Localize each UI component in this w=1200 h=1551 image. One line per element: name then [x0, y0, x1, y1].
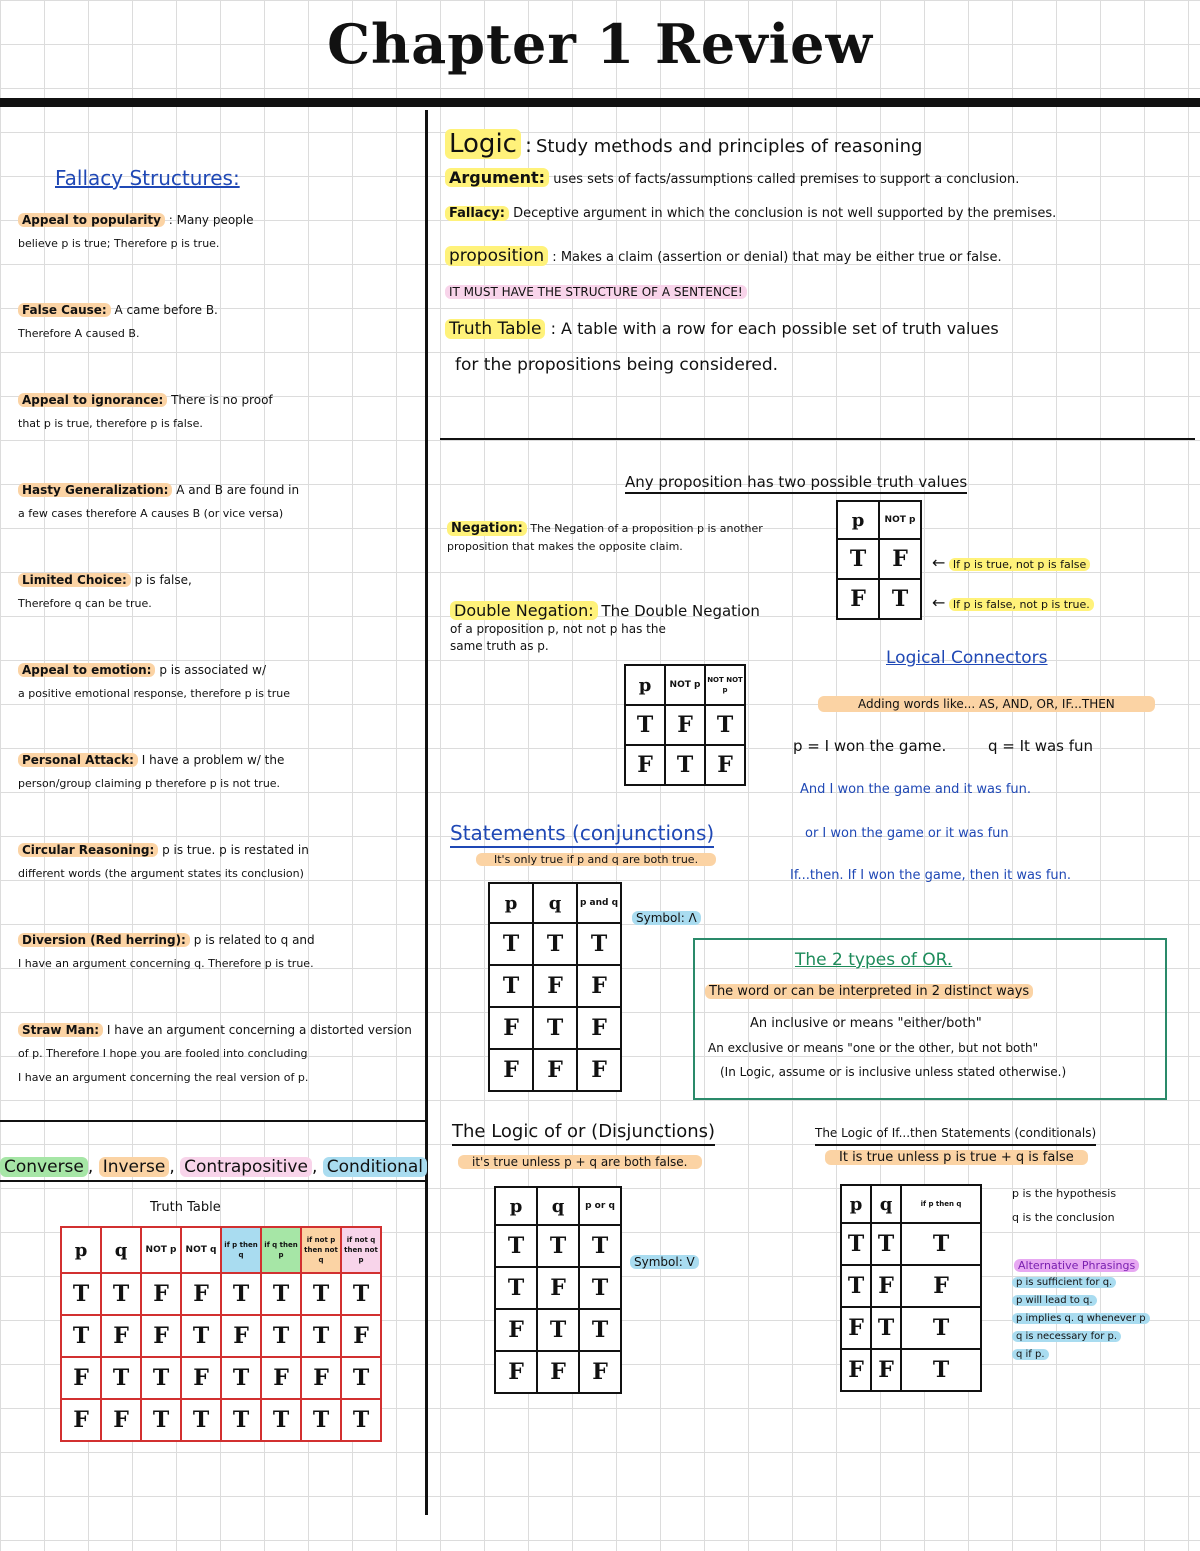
title-underline — [0, 98, 1200, 107]
def-text: Deceptive argument in which the conclusion is not well supported by the premises. — [513, 206, 1057, 221]
conjunction-symbol — [632, 908, 701, 928]
or-example: or I won the game or it was fun — [805, 826, 1009, 841]
truth-values-heading: Any proposition has two possible truth values — [625, 472, 967, 494]
table-cell: T — [495, 1225, 537, 1267]
fallacy-item — [18, 390, 423, 476]
table-header-cell: if p then q — [221, 1227, 261, 1273]
table-row — [61, 1399, 381, 1441]
table-header-row — [495, 1187, 621, 1225]
def-term: proposition — [445, 246, 548, 266]
def-text: Study methods and principles of reasoning — [536, 136, 923, 157]
fallacy-text: that p is true, therefore p is false. — [18, 417, 203, 430]
table-row — [489, 1007, 621, 1049]
table-header-cell: q — [537, 1187, 579, 1225]
table-cell: T — [221, 1273, 261, 1315]
def-sep: : — [550, 319, 556, 338]
fallacy-text: p is false, — [134, 573, 192, 587]
alt-phrasings-heading — [1014, 1256, 1139, 1276]
fallacy-name: Personal Attack: — [18, 753, 138, 767]
table-header-cell: if q then p — [261, 1227, 301, 1273]
negation-text: The Negation of a proposition p is another — [530, 522, 763, 535]
fallacy-text: a positive emotional response, therefore p is true — [18, 687, 290, 700]
table-cell: T — [579, 1309, 621, 1351]
table-cell: F — [341, 1315, 381, 1357]
two-types-or-line1 — [705, 982, 1033, 1002]
table-cell: F — [489, 1007, 533, 1049]
table-cell: T — [101, 1357, 141, 1399]
table-cell: F — [261, 1357, 301, 1399]
disjunction-symbol — [630, 1252, 699, 1272]
table-cell: T — [221, 1357, 261, 1399]
table-row — [61, 1357, 381, 1399]
table-cell: T — [533, 923, 577, 965]
pink-note: IT MUST HAVE THE STRUCTURE OF A SENTENCE! — [445, 285, 747, 299]
table-cell: T — [579, 1225, 621, 1267]
table-cell: T — [301, 1273, 341, 1315]
table-cell: T — [901, 1307, 981, 1349]
negation-def — [447, 520, 763, 556]
fallacy-name: Diversion (Red herring): — [18, 933, 190, 947]
subtitle-text: Adding words like... AS, AND, OR, IF...THEN — [818, 696, 1155, 712]
table-cell: F — [879, 539, 921, 579]
two-types-or-line4: (In Logic, assume or is inclusive unless stated otherwise.) — [720, 1065, 1067, 1079]
double-negation-table — [624, 664, 746, 786]
def-term: Argument: — [445, 168, 549, 187]
table-cell: F — [101, 1399, 141, 1441]
table-cell: T — [841, 1223, 871, 1265]
fallacy-text: : Many people — [168, 213, 254, 227]
def-text: Makes a claim (assertion or denial) that may be either true or false. — [560, 250, 1002, 265]
fallacy-text: Therefore A caused B. — [18, 327, 140, 340]
fallacy-line — [18, 840, 423, 860]
table-cell: T — [489, 923, 533, 965]
q-definition: q = It was fun — [988, 737, 1094, 755]
left-arrow-icon: ← — [932, 593, 946, 612]
fallacy-item — [18, 750, 423, 836]
def-term: Logic — [445, 129, 521, 159]
table-header-row — [625, 665, 745, 705]
note-text: If p is false, not p is true. — [949, 598, 1094, 611]
fallacy-item — [18, 570, 423, 656]
table-cell: T — [341, 1399, 381, 1441]
alt-phrasing: p will lead to q. — [1012, 1295, 1097, 1306]
table-cell: T — [341, 1273, 381, 1315]
def-logic — [445, 126, 1195, 162]
fallacy-name: Appeal to emotion: — [18, 663, 155, 677]
table-cell: T — [837, 539, 879, 579]
and-example: And I won the game and it was fun. — [800, 782, 1032, 797]
table-header-row — [841, 1185, 981, 1223]
table-header-cell: NOT q — [181, 1227, 221, 1273]
symbol-text: Symbol: V — [630, 1255, 699, 1269]
conjunction-note — [476, 850, 716, 870]
fallacy-text: I have an argument concerning the real version of p. — [18, 1071, 309, 1084]
table-cell: T — [901, 1223, 981, 1265]
right-top-divider — [440, 438, 1195, 440]
table-cell: F — [665, 705, 705, 745]
disjunction-heading: The Logic of or (Disjunctions) — [452, 1120, 715, 1146]
table-cell: T — [141, 1399, 181, 1441]
table-row — [495, 1225, 621, 1267]
table-cell: F — [61, 1399, 101, 1441]
table-cell: F — [489, 1049, 533, 1091]
fallacy-line — [18, 750, 423, 770]
table-cell: F — [221, 1315, 261, 1357]
definitions — [445, 126, 1195, 375]
fallacy-name: Straw Man: — [18, 1023, 103, 1037]
p-definition: p = I won the game. — [793, 737, 947, 755]
conjunction-table — [488, 882, 622, 1092]
table-header-cell: p — [841, 1185, 871, 1223]
table-header-cell: if not q then not p — [341, 1227, 381, 1273]
def-proposition — [445, 246, 1195, 268]
def-text: A table with a row for each possible set of truth values — [561, 319, 999, 338]
logical-connectors-subtitle — [818, 694, 1155, 714]
table-header-cell: p — [625, 665, 665, 705]
column-divider — [425, 110, 428, 1515]
table-header-row — [489, 883, 621, 923]
def-text: uses sets of facts/assumptions called premises to support a conclusion. — [553, 172, 1020, 187]
fallacy-line — [18, 930, 423, 950]
table-header-cell: p — [61, 1227, 101, 1273]
table-cell: F — [871, 1265, 901, 1307]
table-cell: F — [141, 1273, 181, 1315]
disjunction-note — [458, 1152, 702, 1172]
fallacy-name: Circular Reasoning: — [18, 843, 158, 857]
table-row — [841, 1307, 981, 1349]
cicc-truth-table — [60, 1226, 382, 1442]
table-header-cell: q — [533, 883, 577, 923]
fallacy-item — [18, 930, 423, 1016]
table-cell: T — [879, 579, 921, 619]
table-cell: T — [301, 1399, 341, 1441]
fallacy-heading: Fallacy Structures: — [55, 166, 240, 190]
fallacy-line — [18, 210, 423, 230]
table-cell: T — [261, 1315, 301, 1357]
table-row — [841, 1223, 981, 1265]
table-cell: F — [705, 745, 745, 785]
table-header-row — [837, 501, 921, 539]
table-header-cell: NOT NOT p — [705, 665, 745, 705]
table-cell: F — [495, 1309, 537, 1351]
table-cell: T — [261, 1399, 301, 1441]
def-term: Fallacy: — [445, 206, 509, 221]
fallacy-text: of p. Therefore I hope you are fooled into concluding — [18, 1047, 308, 1060]
fallacy-text: different words (the argument states its conclusion) — [18, 867, 304, 880]
alt-phrasing: q is necessary for p. — [1012, 1331, 1121, 1342]
table-cell: T — [341, 1357, 381, 1399]
table-cell: F — [181, 1357, 221, 1399]
table-cell: F — [871, 1349, 901, 1391]
table-cell: T — [489, 965, 533, 1007]
conditional-heading: The Logic of If...then Statements (conditionals) — [815, 1122, 1096, 1146]
table-row — [837, 579, 921, 619]
conditional-side-2: q is the conclusion — [1012, 1211, 1115, 1224]
fallacy-text: A and B are found in — [176, 483, 300, 497]
conditional-label: Conditional — [323, 1157, 427, 1177]
alt-phrasing: p implies q. q whenever p — [1012, 1313, 1150, 1324]
conjunction-heading: Statements (conjunctions) — [450, 820, 714, 848]
alt-phrasing: q if p. — [1012, 1349, 1049, 1360]
fallacy-name: Appeal to popularity — [18, 213, 165, 227]
inverse-label: Inverse — [99, 1157, 170, 1177]
def-sep: : — [525, 133, 532, 157]
table-cell: F — [625, 745, 665, 785]
def-argument — [445, 168, 1195, 190]
table-cell: F — [579, 1351, 621, 1393]
fallacy-line — [18, 570, 423, 590]
table-cell: F — [301, 1357, 341, 1399]
fallacy-text: I have an argument concerning q. Therefore p is true. — [18, 957, 314, 970]
table-cell: T — [141, 1357, 181, 1399]
fallacy-text: There is no proof — [171, 393, 273, 407]
note-text: It is true unless p is true + q is false — [825, 1150, 1088, 1165]
fallacy-line — [18, 480, 423, 500]
table-cell: T — [841, 1265, 871, 1307]
table-cell: F — [141, 1315, 181, 1357]
table-header-cell: if p then q — [901, 1185, 981, 1223]
fallacy-text: p is related to q and — [193, 933, 315, 947]
table-cell: T — [665, 745, 705, 785]
table-row — [489, 965, 621, 1007]
table-cell: F — [495, 1351, 537, 1393]
table-cell: F — [837, 579, 879, 619]
fallacy-item — [18, 480, 423, 566]
table-cell: T — [301, 1315, 341, 1357]
table-cell: F — [61, 1357, 101, 1399]
table-row — [841, 1265, 981, 1307]
table-cell: F — [577, 1049, 621, 1091]
table-cell: F — [181, 1273, 221, 1315]
table-cell: T — [537, 1309, 579, 1351]
def-term: Truth Table — [445, 319, 545, 339]
table-cell: F — [841, 1349, 871, 1391]
def-fallacy — [445, 204, 1195, 224]
table-row — [489, 923, 621, 965]
fallacy-item — [18, 1020, 423, 1148]
fallacy-line — [18, 300, 423, 320]
alt-phrasing: p is sufficient for q. — [1012, 1277, 1116, 1288]
def-sep: : — [552, 250, 557, 265]
converse-label: Converse — [0, 1157, 88, 1177]
table-cell: F — [537, 1267, 579, 1309]
fallacy-line — [18, 1020, 423, 1040]
table-header-cell: NOT p — [665, 665, 705, 705]
table-cell: F — [101, 1315, 141, 1357]
def-truth-table — [445, 319, 1195, 339]
table-row — [495, 1267, 621, 1309]
fallacy-text: Therefore q can be true. — [18, 597, 152, 610]
table-cell: F — [577, 965, 621, 1007]
fallacy-text: I have an argument concerning a distorted version — [106, 1023, 412, 1037]
table-cell: T — [705, 705, 745, 745]
fallacy-text: p is true. p is restated in — [162, 843, 309, 857]
table-header-cell: NOT p — [879, 501, 921, 539]
table-header-cell: q — [871, 1185, 901, 1223]
double-negation-text: The Double Negation — [601, 602, 760, 620]
double-negation-def — [450, 602, 760, 655]
pink-note-row — [445, 282, 1195, 303]
conditional-note — [825, 1148, 1088, 1168]
fallacy-text: I have a problem w/ the — [141, 753, 285, 767]
table-cell: T — [577, 923, 621, 965]
table-header-cell: p and q — [577, 883, 621, 923]
fallacy-text: believe p is true; Therefore p is true. — [18, 237, 220, 250]
table-header-cell: q — [101, 1227, 141, 1273]
note-text: it's true unless p + q are both false. — [458, 1155, 702, 1169]
table-header-cell: p — [489, 883, 533, 923]
table-cell: F — [537, 1351, 579, 1393]
fallacy-list — [18, 210, 423, 1152]
table-cell: F — [533, 965, 577, 1007]
table-cell: T — [261, 1273, 301, 1315]
negation-text: proposition that makes the opposite claim. — [447, 540, 683, 553]
double-negation-term: Double Negation: — [450, 601, 598, 620]
heading-text: Alternative Phrasings — [1014, 1259, 1139, 1272]
table-cell: T — [625, 705, 665, 745]
table-cell: T — [221, 1399, 261, 1441]
negation-term: Negation: — [447, 521, 527, 536]
table-cell: T — [61, 1315, 101, 1357]
table-row — [625, 745, 745, 785]
table-cell: T — [101, 1273, 141, 1315]
table-header-cell: p — [837, 501, 879, 539]
symbol-text: Symbol: Λ — [632, 911, 701, 925]
def-truth-table-cont: for the propositions being considered. — [455, 355, 779, 375]
cicc-labels: Converse , Inverse , Contrapositive , Conditional — [0, 1154, 427, 1182]
table-cell: F — [841, 1307, 871, 1349]
table-cell: T — [61, 1273, 101, 1315]
table-cell: T — [537, 1225, 579, 1267]
table-row — [837, 539, 921, 579]
table-header-cell: p or q — [579, 1187, 621, 1225]
two-types-or-line3: An exclusive or means "one or the other, but not both" — [708, 1041, 1039, 1055]
table-row — [495, 1351, 621, 1393]
table-cell: T — [533, 1007, 577, 1049]
table-row — [495, 1309, 621, 1351]
conditional-side-1: p is the hypothesis — [1012, 1187, 1117, 1200]
fallacy-item — [18, 840, 423, 926]
fallacy-item — [18, 300, 423, 386]
negation-note-2 — [932, 593, 1094, 615]
page-title: Chapter 1 Review — [327, 12, 873, 76]
left-arrow-icon: ← — [932, 553, 946, 572]
table-header-cell: if not p then not q — [301, 1227, 341, 1273]
table-cell: T — [579, 1267, 621, 1309]
table-header-cell: p — [495, 1187, 537, 1225]
fallacy-name: Appeal to ignorance: — [18, 393, 167, 407]
fallacy-text: person/group claiming p therefore p is not true. — [18, 777, 281, 790]
contrapositive-label: Contrapositive — [180, 1157, 312, 1177]
table-row — [841, 1349, 981, 1391]
fallacy-name: False Cause: — [18, 303, 111, 317]
table-row — [489, 1049, 621, 1091]
table-row — [61, 1315, 381, 1357]
table-header-row — [61, 1227, 381, 1273]
negation-table — [836, 500, 922, 620]
table-cell: T — [181, 1315, 221, 1357]
fallacy-text: p is associated w/ — [159, 663, 267, 677]
ifthen-example: If...then. If I won the game, then it was fun. — [790, 868, 1072, 883]
fallacy-line — [18, 660, 423, 680]
table-cell: T — [871, 1307, 901, 1349]
table-row — [625, 705, 745, 745]
alt-phrasings-list — [1012, 1274, 1150, 1364]
double-negation-text: of a proposition p, not not p has the — [450, 622, 666, 636]
fallacy-text: A came before B. — [114, 303, 218, 317]
double-negation-text: same truth as p. — [450, 639, 549, 653]
logical-connectors-heading: Logical Connectors — [886, 648, 1048, 668]
table-cell: F — [533, 1049, 577, 1091]
fallacy-line — [18, 390, 423, 410]
table-header-cell: NOT p — [141, 1227, 181, 1273]
table-cell: T — [495, 1267, 537, 1309]
line-text: The word or can be interpreted in 2 distinct ways — [705, 984, 1033, 999]
fallacy-text: a few cases therefore A causes B (or vice versa) — [18, 507, 284, 520]
negation-note-1 — [932, 553, 1090, 575]
disjunction-table — [494, 1186, 622, 1394]
table-cell: T — [901, 1349, 981, 1391]
cicc-table-title: Truth Table — [150, 1200, 221, 1215]
table-cell: T — [871, 1223, 901, 1265]
fallacy-item — [18, 660, 423, 746]
table-cell: F — [901, 1265, 981, 1307]
table-cell: F — [577, 1007, 621, 1049]
note-text: It's only true if p and q are both true. — [476, 853, 716, 866]
two-types-or-line2: An inclusive or means "either/both" — [750, 1016, 982, 1031]
table-row — [61, 1273, 381, 1315]
fallacy-item — [18, 210, 423, 296]
table-cell: T — [181, 1399, 221, 1441]
conditional-table — [840, 1184, 982, 1392]
two-types-or-heading: The 2 types of OR. — [795, 950, 953, 970]
note-text: If p is true, not p is false — [949, 558, 1090, 571]
fallacy-name: Limited Choice: — [18, 573, 131, 587]
fallacy-name: Hasty Generalization: — [18, 483, 172, 497]
